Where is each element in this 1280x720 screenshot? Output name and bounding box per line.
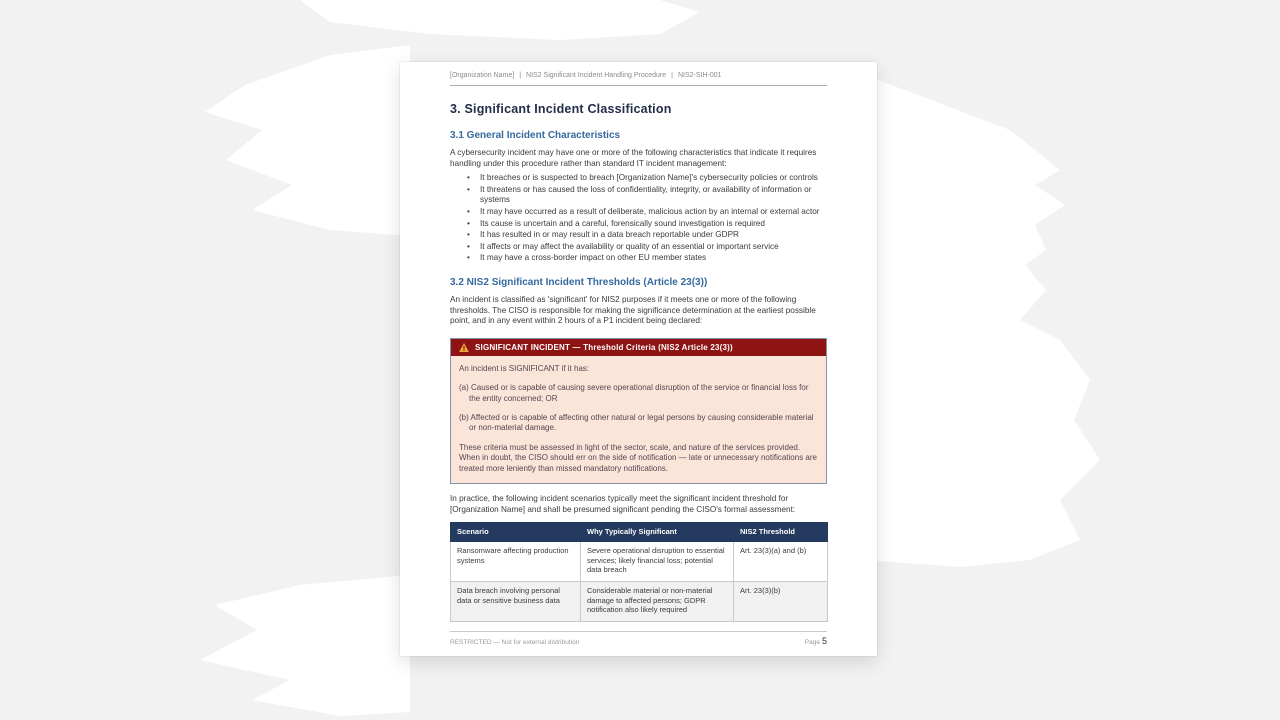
document-header — [450, 71, 827, 86]
header-separator: | — [671, 72, 673, 79]
callout-banner — [451, 339, 826, 356]
section-3-2-intro: An incident is classified as 'significant' for NIS2 purposes if it meets one or more of the following thresholds. The CISO is responsible for making the significance determination at the earliest possible point, and in any event within 2 hours of a P1 incident being declared: — [450, 294, 816, 326]
list-item — [467, 185, 827, 206]
callout-body — [451, 356, 826, 483]
cell-threshold: Art. 23(3)(a) and (b) — [734, 542, 828, 582]
list-item — [467, 219, 827, 230]
list-item-text: It affects or may affect the availability or quality of an essential or important service — [480, 241, 779, 251]
callout-banner-text: SIGNIFICANT INCIDENT — Threshold Criteria (NIS2 Article 23(3)) — [475, 342, 733, 352]
callout-lead: An incident is SIGNIFICANT if it has: — [459, 363, 590, 373]
list-item-text: Its cause is uncertain and a careful, forensically sound investigation is required — [480, 218, 765, 228]
bullet-icon: • — [467, 173, 470, 183]
cell-scenario: Data breach involving personal data or sensitive business data — [451, 581, 581, 621]
bullet-icon: • — [467, 230, 470, 240]
scenario-table — [450, 522, 828, 622]
bullet-icon: • — [467, 241, 470, 251]
section-3-1-intro: A cybersecurity incident may have one or more of the following characteristics that indicate it requires handling under this procedure rather than standard IT incident management: — [450, 148, 817, 168]
list-item — [467, 173, 827, 184]
cell-why: Severe operational disruption to essential services; likely financial loss; potential data breach — [581, 542, 734, 582]
brush-stroke-right — [865, 75, 1100, 567]
bullet-icon: • — [467, 218, 470, 228]
column-header-scenario: Scenario — [451, 523, 581, 542]
column-header-threshold: NIS2 Threshold — [734, 523, 828, 542]
column-header-why: Why Typically Significant — [581, 523, 734, 542]
cell-threshold: Art. 23(3)(b) — [734, 581, 828, 621]
header-procedure-name: NIS2 Significant Incident Handling Procedure — [526, 72, 667, 79]
header-separator: | — [519, 72, 522, 79]
header-org-name: [Organization Name] — [450, 72, 515, 79]
cell-why: Considerable material or non-material damage to affected persons; GDPR notification also likely required — [581, 581, 734, 621]
callout-criterion-b: (b) Affected or is capable of affecting other natural or legal persons by causing considerable material or non-material damage. — [459, 412, 814, 433]
scenarios-intro: In practice, the following incident scenarios typically meet the significant incident threshold for [Organization Name] and shall be presumed significant pending the CISO's formal assessment: — [450, 493, 796, 514]
page-title: 3. Significant Incident Classification — [450, 102, 672, 116]
section-heading-3-1: 3.1 General Incident Characteristics — [450, 130, 621, 141]
list-item-text: It threatens or has caused the loss of confidentiality, integrity, or availability of information or systems — [480, 184, 812, 205]
table-row — [451, 542, 828, 582]
list-item-text: It has resulted in or may result in a data breach reportable under GDPR — [480, 230, 739, 240]
header-doc-id: NIS2-SIH-001 — [677, 72, 722, 79]
table-header-row — [451, 523, 828, 542]
list-item — [467, 207, 827, 218]
warning-triangle-icon — [459, 343, 469, 352]
footer-classification: RESTRICTED — Not for external distribution — [450, 639, 580, 646]
footer-page-number: 5 — [821, 636, 827, 646]
callout-note: These criteria must be assessed in light of the sector, scale, and nature of the services provided. When in doubt, the CISO should err on the side of notification — late or unnecessary notifications are treated more leniently than missed mandatory notifications. — [459, 442, 817, 473]
list-item — [467, 253, 827, 264]
brush-stroke-top — [300, 0, 700, 40]
list-item-text: It may have occurred as a result of deliberate, malicious action by an internal or external actor — [480, 206, 820, 216]
incident-characteristics-list — [450, 173, 827, 264]
table-row — [451, 581, 828, 621]
list-item — [467, 230, 827, 241]
brush-stroke-left — [205, 45, 410, 236]
section-heading-3-2: 3.2 NIS2 Significant Incident Thresholds (Article 23(3)) — [450, 276, 708, 288]
document-footer — [450, 631, 827, 646]
document-page — [400, 62, 877, 656]
cell-scenario: Ransomware affecting production systems — [451, 542, 581, 582]
list-item-text: It breaches or is suspected to breach [Organization Name]'s cybersecurity policies or controls — [480, 173, 818, 183]
list-item — [467, 242, 827, 253]
bullet-icon: • — [467, 184, 470, 194]
footer-page-label: Page — [804, 639, 820, 646]
footer-page-indicator — [805, 636, 827, 646]
significant-incident-callout — [450, 338, 827, 484]
bullet-icon: • — [467, 206, 470, 216]
brush-stroke-bottom-left — [200, 575, 410, 716]
callout-criterion-a: (a) Caused or is capable of causing severe operational disruption of the service or financial loss for the entity concerned; OR — [459, 383, 809, 403]
list-item-text: It may have a cross-border impact on other EU member states — [480, 253, 707, 263]
bullet-icon: • — [467, 253, 470, 263]
